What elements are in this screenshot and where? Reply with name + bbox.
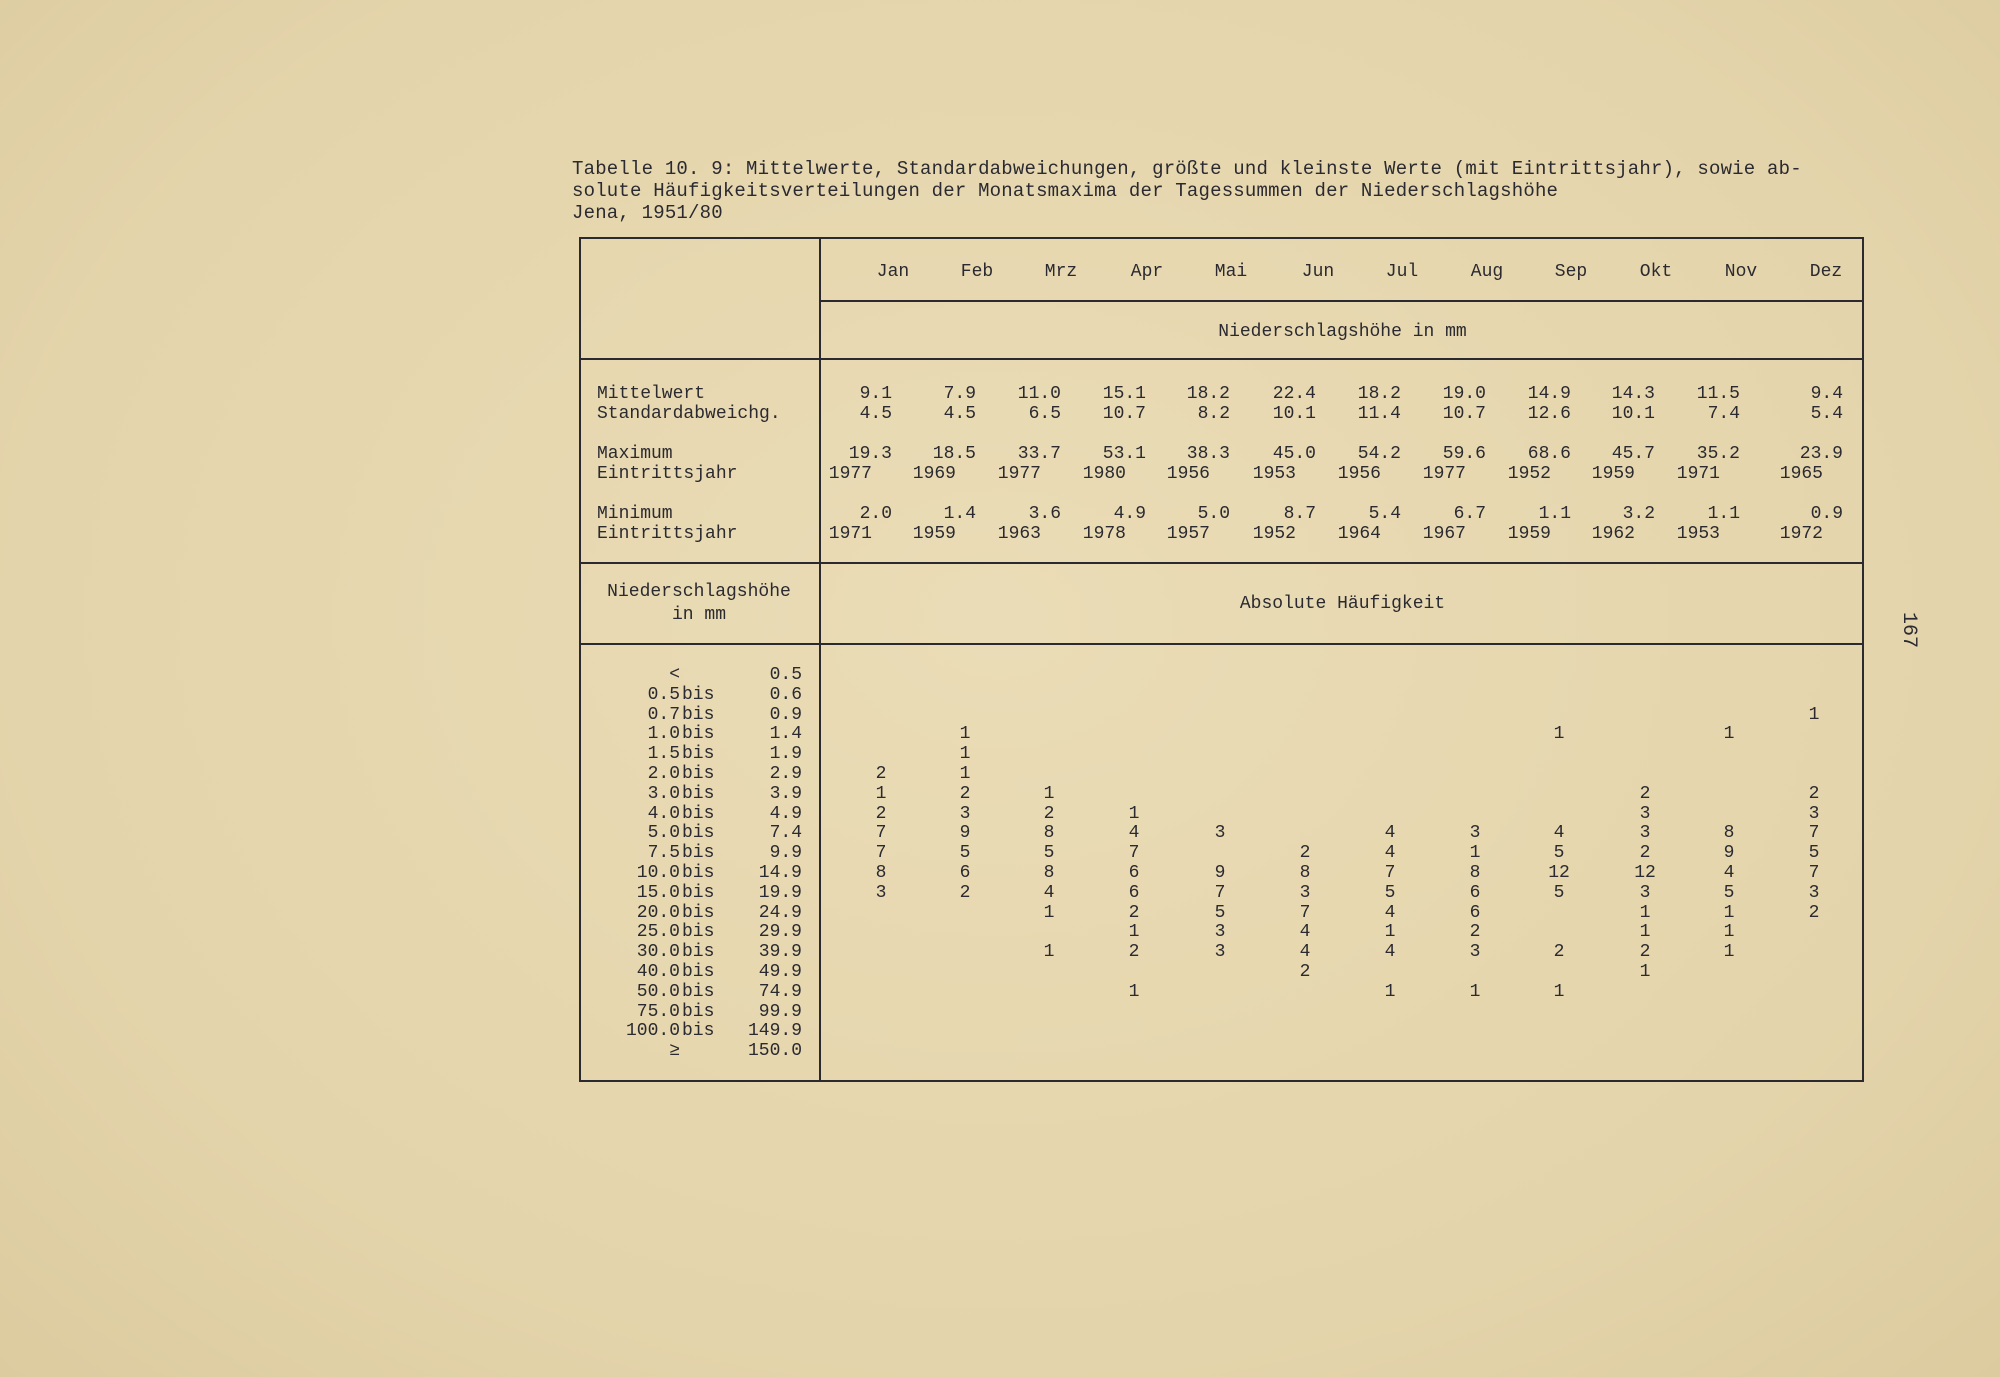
- class-upper-bound: 3.9: [769, 783, 802, 804]
- class-lower-bound: <: [669, 665, 680, 685]
- stat-value: 9.4: [1810, 384, 1843, 404]
- frequency-cell: 5: [1808, 843, 1820, 864]
- stat-value: 7.9: [943, 384, 976, 404]
- frequency-cell: 4: [1299, 942, 1311, 963]
- stat-value: 11.4: [1357, 404, 1401, 424]
- frequency-cell: 6: [1469, 882, 1481, 903]
- frequency-cell: 7: [1128, 843, 1140, 864]
- month-header-mai: Mai: [1214, 262, 1248, 282]
- frequency-header: Absolute Häufigkeit: [1239, 594, 1446, 614]
- frequency-cell: 5: [1553, 843, 1565, 864]
- divider-label-column: [819, 237, 821, 1082]
- frequency-cell: 1: [1553, 981, 1565, 1002]
- class-lower-bound: 1.5: [647, 744, 680, 765]
- stat-value: 3.2: [1622, 504, 1655, 524]
- month-header-apr: Apr: [1130, 262, 1164, 282]
- frequency-cell: 2: [1808, 902, 1820, 923]
- stat-value: 1953: [1252, 464, 1296, 484]
- stat-value: 18.2: [1186, 384, 1230, 404]
- frequency-cell: 1: [1043, 942, 1055, 963]
- stat-value: 11.0: [1017, 384, 1061, 404]
- frequency-cell: 1: [1723, 724, 1735, 745]
- stat-value: 4.5: [859, 404, 892, 424]
- stat-value: 4.5: [943, 404, 976, 424]
- stat-value: 2.0: [859, 504, 892, 524]
- stat-value: 1977: [828, 464, 872, 484]
- frequency-cell: 2: [1808, 783, 1820, 804]
- divider-under-unit-header: [579, 358, 1864, 360]
- frequency-cell: 6: [1469, 902, 1481, 923]
- stat-label-1-a: Maximum: [597, 444, 673, 464]
- frequency-cell: 1: [1808, 704, 1820, 725]
- stat-value: 14.3: [1611, 384, 1655, 404]
- frequency-cell: 1: [1043, 902, 1055, 923]
- frequency-cell: 4: [1299, 922, 1311, 943]
- frequency-cell: 1: [1469, 843, 1481, 864]
- divider-above-class-header: [579, 562, 1864, 564]
- page-number: 167: [1897, 612, 1920, 649]
- class-lower-bound: 75.0: [636, 1001, 680, 1022]
- frequency-cell: 2: [959, 882, 971, 903]
- frequency-cell: 2: [1043, 803, 1055, 824]
- class-bis: bis: [682, 882, 715, 903]
- class-bis: bis: [682, 981, 715, 1002]
- stat-value: 5.4: [1810, 404, 1843, 424]
- caption-line-3: Jena, 1951/80: [572, 202, 723, 224]
- frequency-cell: 7: [1299, 902, 1311, 923]
- frequency-cell: 6: [1128, 863, 1140, 883]
- month-header-feb: Feb: [960, 262, 994, 282]
- class-upper-bound: 1.4: [769, 724, 802, 745]
- class-lower-bound: 3.0: [647, 783, 680, 804]
- stat-value: 5.4: [1368, 504, 1401, 524]
- class-lower-bound: 40.0: [636, 962, 680, 982]
- month-header-aug: Aug: [1470, 262, 1504, 282]
- stat-value: 10.7: [1442, 404, 1486, 424]
- stat-value: 1953: [1676, 524, 1720, 544]
- month-header-nov: Nov: [1724, 262, 1758, 282]
- class-upper-bound: 0.5: [769, 665, 802, 685]
- caption-line-2: solute Häufigkeitsverteilungen der Monatsmaxima der Tagessummen der Niederschlagshöhe: [572, 180, 1559, 202]
- class-bis: bis: [682, 823, 715, 844]
- stat-value: 1977: [1422, 464, 1466, 484]
- class-bis: bis: [682, 962, 715, 982]
- stat-label-1-b: Eintrittsjahr: [597, 464, 738, 484]
- class-lower-bound: 2.0: [647, 764, 680, 784]
- frequency-cell: 4: [1723, 863, 1735, 883]
- month-header-jun: Jun: [1301, 262, 1335, 282]
- stat-value: 4.9: [1113, 504, 1146, 524]
- class-lower-bound: 20.0: [636, 902, 680, 923]
- stat-value: 1980: [1082, 464, 1126, 484]
- stat-value: 1969: [912, 464, 956, 484]
- stat-value: 1967: [1422, 524, 1466, 544]
- frequency-cell: 2: [1639, 843, 1651, 864]
- frequency-cell: 1: [1384, 922, 1396, 943]
- class-upper-bound: 14.9: [758, 863, 802, 883]
- frequency-cell: 2: [1553, 942, 1565, 963]
- stat-value: 6.7: [1453, 504, 1486, 524]
- stat-value: 1972: [1779, 524, 1823, 544]
- frequency-cell: 1: [959, 724, 971, 745]
- stat-value: 1956: [1337, 464, 1381, 484]
- class-header-line-1: Niederschlagshöhe: [607, 582, 791, 602]
- class-lower-bound: 0.5: [647, 684, 680, 705]
- frequency-cell: 3: [1639, 882, 1651, 903]
- stat-value: 9.1: [859, 384, 892, 404]
- frequency-cell: 4: [1128, 823, 1140, 844]
- class-upper-bound: 7.4: [769, 823, 802, 844]
- frequency-cell: 8: [1299, 863, 1311, 883]
- frequency-cell: 7: [1384, 863, 1396, 883]
- frequency-cell: 7: [1214, 882, 1226, 903]
- frequency-cell: 3: [1469, 942, 1481, 963]
- stat-value: 12.6: [1527, 404, 1571, 424]
- frequency-cell: 8: [1469, 863, 1481, 883]
- frequency-cell: 1: [1639, 902, 1651, 923]
- stat-value: 6.5: [1028, 404, 1061, 424]
- class-upper-bound: 9.9: [769, 843, 802, 864]
- frequency-cell: 4: [1384, 902, 1396, 923]
- stat-value: 3.6: [1028, 504, 1061, 524]
- stat-value: 35.2: [1696, 444, 1740, 464]
- frequency-cell: 1: [1384, 981, 1396, 1002]
- divider-under-months: [821, 300, 1864, 302]
- stat-value: 23.9: [1799, 444, 1843, 464]
- class-upper-bound: 0.6: [769, 684, 802, 705]
- frequency-cell: 1: [959, 744, 971, 765]
- stat-value: 1963: [997, 524, 1041, 544]
- stat-value: 1971: [1676, 464, 1720, 484]
- frequency-cell: 1: [1723, 902, 1735, 923]
- frequency-cell: 4: [1384, 823, 1396, 844]
- class-upper-bound: 19.9: [758, 882, 802, 903]
- stat-value: 54.2: [1357, 444, 1401, 464]
- stat-value: 19.0: [1442, 384, 1486, 404]
- frequency-cell: 1: [1723, 922, 1735, 943]
- stat-value: 18.2: [1357, 384, 1401, 404]
- frequency-cell: 3: [1808, 882, 1820, 903]
- frequency-cell: 12: [1634, 863, 1656, 883]
- stat-label-2-a: Minimum: [597, 504, 673, 524]
- class-lower-bound: 50.0: [636, 981, 680, 1002]
- class-bis: bis: [682, 942, 715, 963]
- month-header-sep: Sep: [1554, 262, 1588, 282]
- frequency-cell: 1: [1128, 922, 1140, 943]
- frequency-cell: 1: [1128, 981, 1140, 1002]
- class-upper-bound: 29.9: [758, 922, 802, 943]
- frequency-cell: 1: [1553, 724, 1565, 745]
- stat-label-0-b: Standardabweichg.: [597, 404, 781, 424]
- stat-value: 1959: [912, 524, 956, 544]
- stat-value: 1959: [1507, 524, 1551, 544]
- stat-value: 10.1: [1272, 404, 1316, 424]
- frequency-cell: 9: [1723, 843, 1735, 864]
- frequency-cell: 2: [1639, 942, 1651, 963]
- stat-value: 8.7: [1283, 504, 1316, 524]
- frequency-cell: 3: [1214, 823, 1226, 844]
- class-header-line-2: in mm: [671, 605, 726, 625]
- class-lower-bound: 1.0: [647, 724, 680, 745]
- frequency-cell: 8: [1723, 823, 1735, 844]
- class-bis: bis: [682, 724, 715, 745]
- stat-value: 1964: [1337, 524, 1381, 544]
- frequency-cell: 1: [1469, 981, 1481, 1002]
- frequency-cell: 5: [1723, 882, 1735, 903]
- stat-value: 1962: [1591, 524, 1635, 544]
- frequency-cell: 2: [1128, 942, 1140, 963]
- frequency-cell: 4: [1553, 823, 1565, 844]
- stat-value: 5.0: [1197, 504, 1230, 524]
- stat-label-0-a: Mittelwert: [597, 384, 706, 404]
- frequency-cell: 8: [1043, 863, 1055, 883]
- class-upper-bound: 4.9: [769, 803, 802, 824]
- frequency-cell: 2: [875, 803, 887, 824]
- frequency-cell: 6: [959, 863, 971, 883]
- class-upper-bound: 74.9: [758, 981, 802, 1002]
- stat-value: 8.2: [1197, 404, 1230, 424]
- stat-value: 10.7: [1102, 404, 1146, 424]
- frequency-cell: 1: [1639, 962, 1651, 982]
- class-upper-bound: 150.0: [747, 1041, 802, 1062]
- table-caption: [572, 158, 1872, 224]
- divider-under-class-header: [579, 643, 1864, 645]
- frequency-cell: 3: [1808, 803, 1820, 824]
- class-lower-bound: ≥: [669, 1041, 680, 1062]
- class-upper-bound: 39.9: [758, 942, 802, 963]
- frequency-cell: 2: [875, 764, 887, 784]
- frequency-cell: 3: [1214, 942, 1226, 963]
- stat-value: 1978: [1082, 524, 1126, 544]
- stat-value: 18.5: [932, 444, 976, 464]
- stat-value: 1952: [1252, 524, 1296, 544]
- class-upper-bound: 2.9: [769, 764, 802, 784]
- frequency-cell: 9: [1214, 863, 1226, 883]
- stat-value: 1.4: [943, 504, 976, 524]
- class-bis: bis: [682, 764, 715, 784]
- frequency-cell: 5: [1553, 882, 1565, 903]
- stat-value: 0.9: [1810, 504, 1843, 524]
- class-lower-bound: 7.5: [647, 843, 680, 864]
- frequency-cell: 1: [1128, 803, 1140, 824]
- frequency-cell: 1: [1639, 922, 1651, 943]
- class-bis: bis: [682, 863, 715, 883]
- class-lower-bound: 100.0: [625, 1021, 680, 1042]
- stat-value: 45.7: [1611, 444, 1655, 464]
- stat-value: 68.6: [1527, 444, 1571, 464]
- stat-value: 10.1: [1611, 404, 1655, 424]
- class-lower-bound: 25.0: [636, 922, 680, 943]
- class-bis: bis: [682, 1021, 715, 1042]
- frequency-cell: 1: [1043, 783, 1055, 804]
- class-upper-bound: 49.9: [758, 962, 802, 982]
- frequency-cell: 2: [1639, 783, 1651, 804]
- frequency-cell: 3: [1299, 882, 1311, 903]
- stat-value: 22.4: [1272, 384, 1316, 404]
- frequency-cell: 7: [875, 823, 887, 844]
- frequency-cell: 2: [1469, 922, 1481, 943]
- frequency-cell: 4: [1043, 882, 1055, 903]
- month-header-dez: Dez: [1809, 262, 1843, 282]
- stat-value: 1959: [1591, 464, 1635, 484]
- stat-value: 53.1: [1102, 444, 1146, 464]
- frequency-cell: 2: [1299, 962, 1311, 982]
- frequency-cell: 3: [1469, 823, 1481, 844]
- class-bis: bis: [682, 783, 715, 804]
- class-upper-bound: 1.9: [769, 744, 802, 765]
- stat-value: 33.7: [1017, 444, 1061, 464]
- stat-value: 1952: [1507, 464, 1551, 484]
- frequency-cell: 5: [959, 843, 971, 864]
- stat-value: 15.1: [1102, 384, 1146, 404]
- unit-header: Niederschlagshöhe in mm: [1218, 322, 1467, 342]
- month-header-okt: Okt: [1639, 262, 1673, 282]
- stat-value: 19.3: [848, 444, 892, 464]
- class-lower-bound: 5.0: [647, 823, 680, 844]
- class-upper-bound: 24.9: [758, 902, 802, 923]
- frequency-cell: 5: [1043, 843, 1055, 864]
- class-bis: bis: [682, 803, 715, 824]
- stat-value: 14.9: [1527, 384, 1571, 404]
- frequency-cell: 7: [1808, 863, 1820, 883]
- frequency-cell: 1: [1723, 942, 1735, 963]
- class-lower-bound: 4.0: [647, 803, 680, 824]
- class-lower-bound: 0.7: [647, 704, 680, 725]
- month-header-jan: Jan: [876, 262, 910, 282]
- frequency-cell: 6: [1128, 882, 1140, 903]
- class-bis: bis: [682, 704, 715, 725]
- frequency-cell: 7: [1808, 823, 1820, 844]
- frequency-cell: 3: [959, 803, 971, 824]
- class-lower-bound: 15.0: [636, 882, 680, 903]
- frequency-cell: 4: [1384, 843, 1396, 864]
- stat-value: 1971: [828, 524, 872, 544]
- month-header-mrz: Mrz: [1044, 262, 1078, 282]
- month-header-jul: Jul: [1385, 262, 1419, 282]
- frequency-cell: 3: [1639, 803, 1651, 824]
- stat-value: 1.1: [1538, 504, 1571, 524]
- class-lower-bound: 30.0: [636, 942, 680, 963]
- stat-value: 1965: [1779, 464, 1823, 484]
- frequency-cell: 2: [1299, 843, 1311, 864]
- class-bis: bis: [682, 744, 715, 765]
- caption-line-1: Tabelle 10. 9: Mittelwerte, Standardabweichungen, größte und kleinste Werte (mit Eintrittsjahr), sowie ab-: [572, 158, 1802, 180]
- frequency-cell: 2: [959, 783, 971, 804]
- class-bis: bis: [682, 902, 715, 923]
- stat-value: 11.5: [1696, 384, 1740, 404]
- frequency-cell: 3: [1214, 922, 1226, 943]
- class-lower-bound: 10.0: [636, 863, 680, 883]
- frequency-cell: 3: [1639, 823, 1651, 844]
- stat-value: 7.4: [1707, 404, 1740, 424]
- frequency-cell: 7: [875, 843, 887, 864]
- stat-value: 1977: [997, 464, 1041, 484]
- class-upper-bound: 99.9: [758, 1001, 802, 1022]
- frequency-cell: 9: [959, 823, 971, 844]
- frequency-cell: 4: [1384, 942, 1396, 963]
- stat-value: 1.1: [1707, 504, 1740, 524]
- stat-label-2-b: Eintrittsjahr: [597, 524, 738, 544]
- frequency-cell: 1: [875, 783, 887, 804]
- frequency-cell: 1: [959, 764, 971, 784]
- class-bis: bis: [682, 843, 715, 864]
- frequency-cell: 12: [1548, 863, 1570, 883]
- frequency-cell: 8: [1043, 823, 1055, 844]
- class-upper-bound: 0.9: [769, 704, 802, 725]
- stat-value: 1957: [1166, 524, 1210, 544]
- frequency-cell: 3: [875, 882, 887, 903]
- class-bis: bis: [682, 922, 715, 943]
- stat-value: 38.3: [1186, 444, 1230, 464]
- stat-value: 59.6: [1442, 444, 1486, 464]
- frequency-cell: 8: [875, 863, 887, 883]
- stat-value: 45.0: [1272, 444, 1316, 464]
- frequency-cell: 5: [1214, 902, 1226, 923]
- frequency-cell: 5: [1384, 882, 1396, 903]
- class-bis: bis: [682, 1001, 715, 1022]
- class-bis: bis: [682, 684, 715, 705]
- class-upper-bound: 149.9: [747, 1021, 802, 1042]
- frequency-cell: 2: [1128, 902, 1140, 923]
- stat-value: 1956: [1166, 464, 1210, 484]
